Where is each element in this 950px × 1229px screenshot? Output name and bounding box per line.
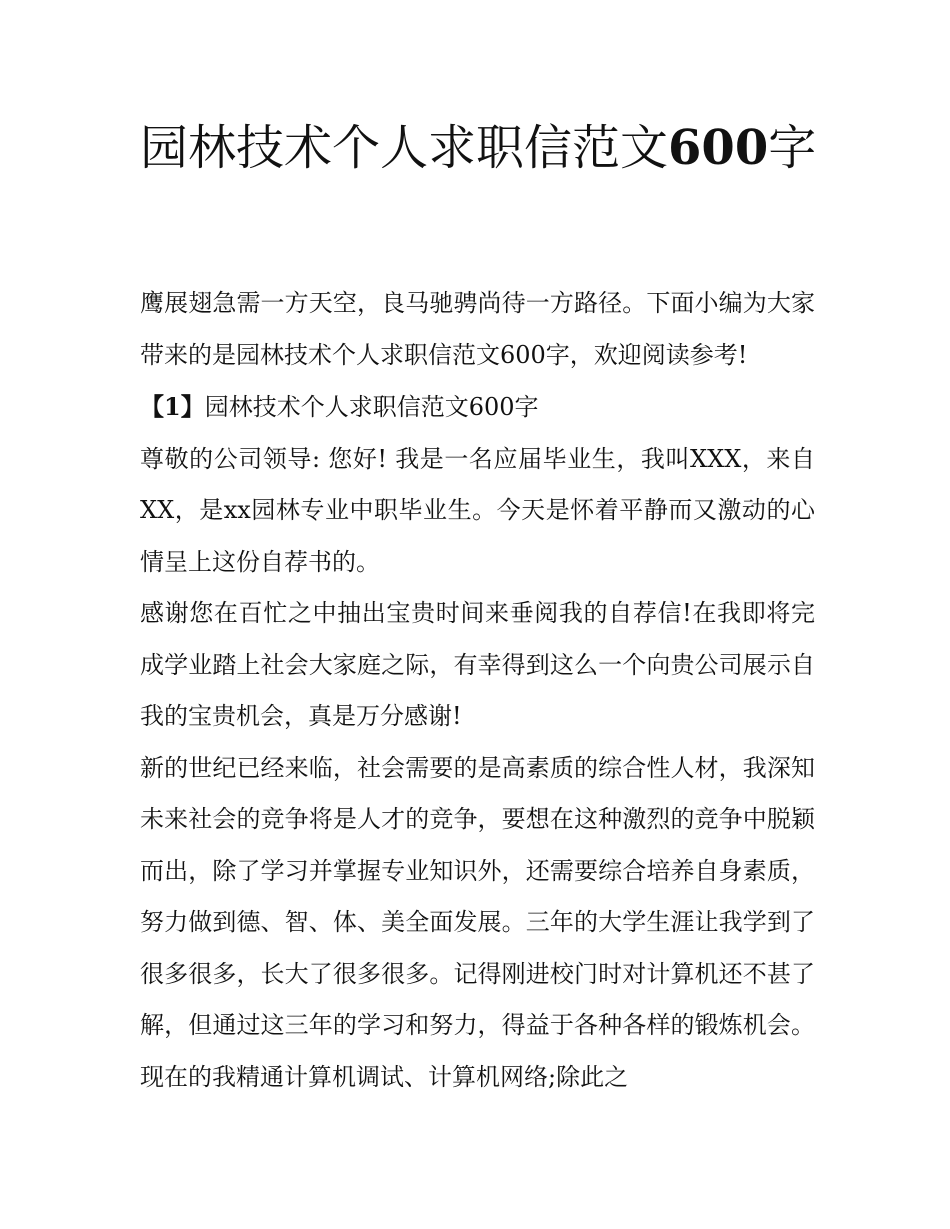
section-marker: 【1】 <box>140 392 205 421</box>
title-main: 园林技术个人求职信范文 <box>140 120 669 176</box>
section-title: 园林技术个人求职信范文600字 <box>204 393 539 421</box>
title-tail: 字 <box>768 120 817 176</box>
title-number: 600 <box>668 120 769 176</box>
document-body <box>140 278 815 1103</box>
letter-paragraph-3: 新的世纪已经来临，社会需要的是高素质的综合性人材，我深知未来社会的竞争将是人才的竞争，要想在这种激烈的竞争中脱颖而出，除了学习并掌握专业知识外，还需要综合培养自身素质，努力做到德、智、体、美全面发展。三年的大学生涯让我学到了很多很多，长大了很多很多。记得刚进校门时对计算机还不甚了解，但通过这三年的学习和努力，得益于各种各样的锻炼机会。现在的我精通计算机调试、计算机网络;除此之 <box>140 753 815 1091</box>
letter-paragraph-1: 尊敬的公司领导: 您好! 我是一名应届毕业生，我叫XXX，来自XX，是xx园林专业中职毕业生。今天是怀着平静而又激动的心情呈上这份自荐书的。 <box>140 444 815 576</box>
document-title <box>140 112 820 184</box>
intro-paragraph: 鹰展翅急需一方天空，良马驰骋尚待一方路径。下面小编为大家带来的是园林技术个人求职信范文600字，欢迎阅读参考! <box>140 289 815 369</box>
letter-paragraph-2: 感谢您在百忙之中抽出宝贵时间来垂阅我的自荐信!在我即将完成学业踏上社会大家庭之际，有幸得到这么一个向贵公司展示自我的宝贵机会，真是万分感谢! <box>140 599 815 730</box>
section-heading <box>140 381 815 434</box>
